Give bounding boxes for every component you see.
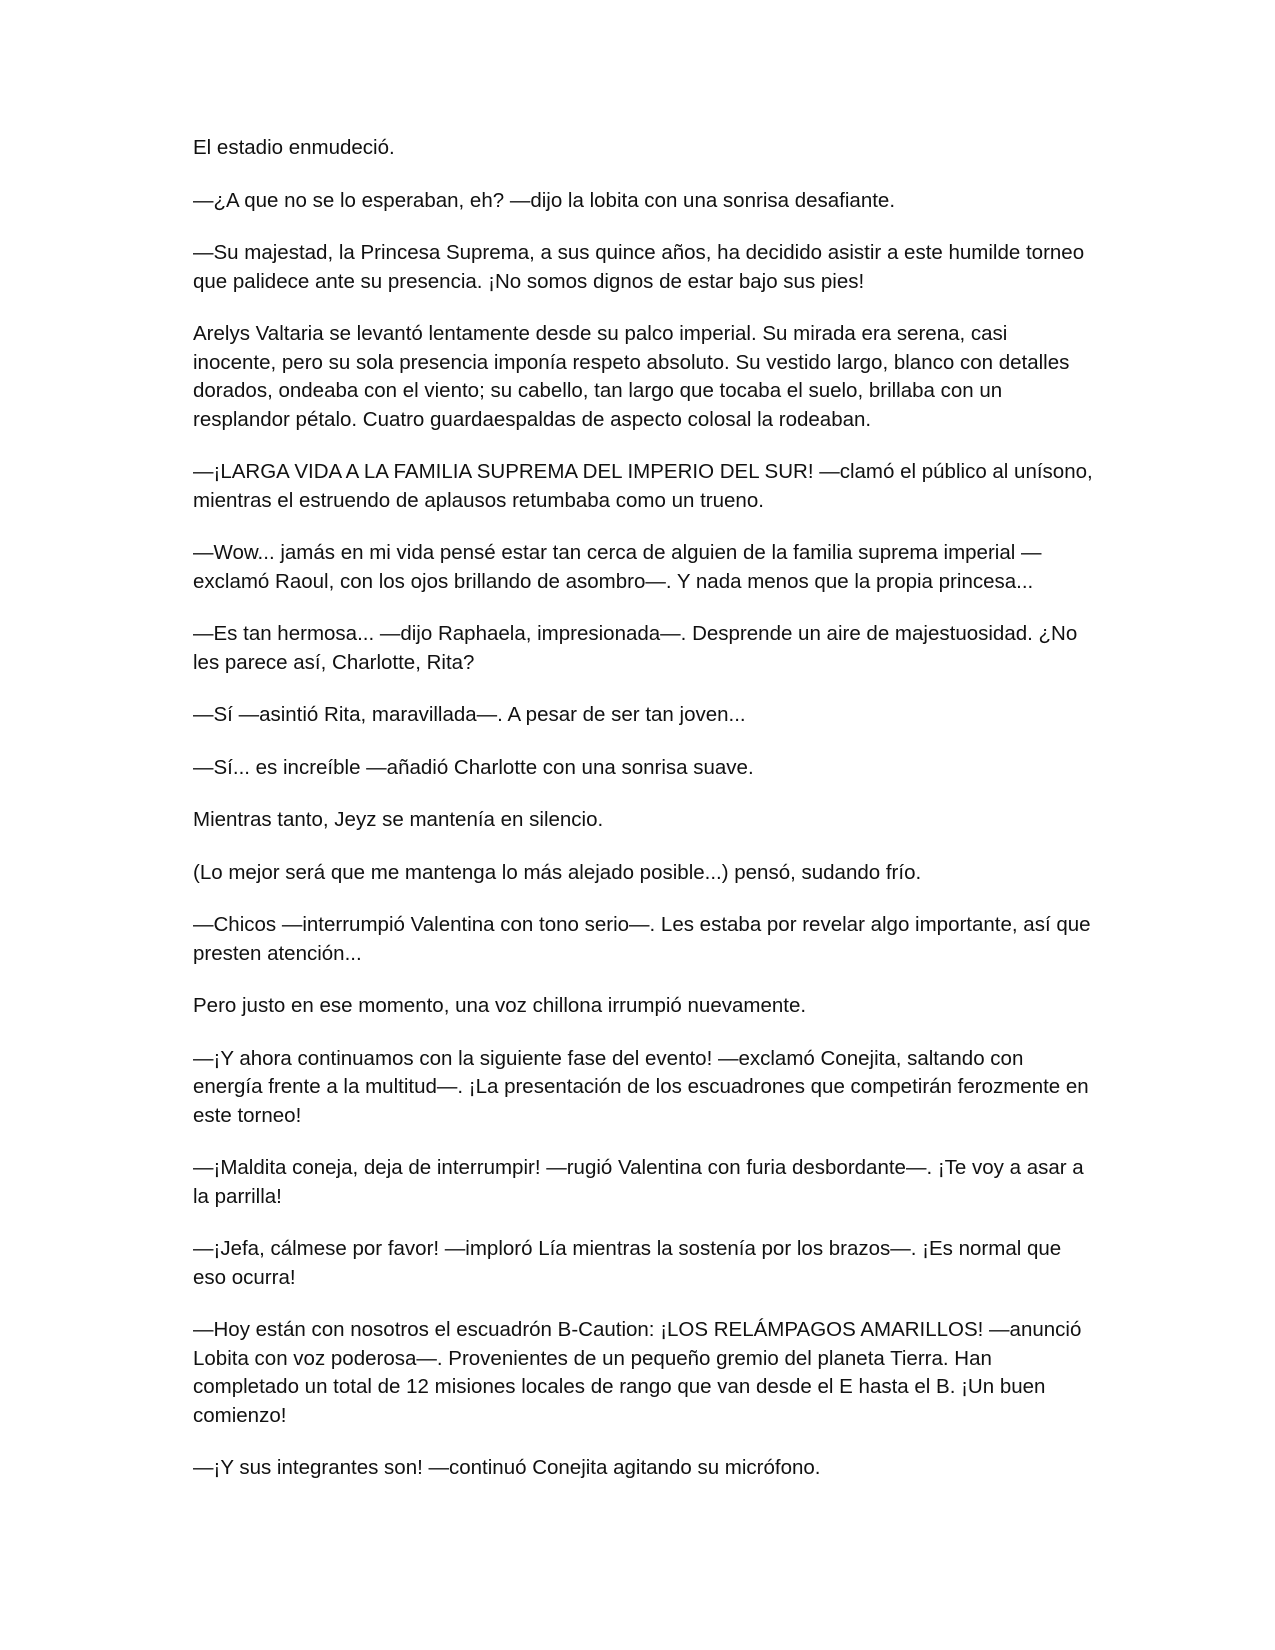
paragraph: —¿A que no se lo esperaban, eh? —dijo la lobita con una sonrisa desafiante. [193, 188, 896, 212]
paragraph: Pero justo en ese momento, una voz chillona irrumpió nuevamente. [193, 994, 807, 1017]
paragraph: —¡Y sus integrantes son! —continuó Conejita agitando su micrófono. [193, 1456, 821, 1479]
paragraph: Mientras tanto, Jeyz se mantenía en silencio. [193, 808, 604, 831]
paragraph: —¡Y ahora continuamos con la siguiente fase del evento! —exclamó Conejita, saltando con energía frente a la multitud—. ¡La presentación de los escuadrones que competirán ferozmente en este torneo! [193, 1046, 1089, 1127]
paragraph: —Sí —asintió Rita, maravillada—. A pesar de ser tan joven... [193, 703, 746, 726]
paragraph: Arelys Valtaria se levantó lentamente desde su palco imperial. Su mirada era serena, casi inocente, pero su sola presencia imponía respeto absoluto. Su vestido largo, blanco con detalles dorados, ondeaba con el viento; su cabello, tan largo que tocaba el suelo, brillaba con un resplandor pétalo. Cuatro guardaespaldas de aspecto colosal la rodeaban. [193, 322, 1070, 431]
paragraph: —Su majestad, la Princesa Suprema, a sus quince años, ha decidido asistir a este humilde torneo que palidece ante su presencia. ¡No somos dignos de estar bajo sus pies! [193, 241, 1085, 293]
paragraph: —¡LARGA VIDA A LA FAMILIA SUPREMA DEL IMPERIO DEL SUR! —clamó el público al unísono, mientras el estruendo de aplausos retumbaba como un trueno. [193, 460, 1093, 512]
document-page [193, 134, 1093, 1507]
paragraph: —Hoy están con nosotros el escuadrón B-Caution: ¡LOS RELÁMPAGOS AMARILLOS! —anunció Lobita con voz poderosa—. Provenientes de un pequeño gremio del planeta Tierra. Han completado un total de 12 misiones locales de rango que van desde el E hasta el B. ¡Un buen comienzo! [193, 1318, 1082, 1427]
paragraph: —Wow... jamás en mi vida pensé estar tan cerca de alguien de la familia suprema imperial —exclamó Raoul, con los ojos brillando de asombro—. Y nada menos que la propia princesa... [193, 541, 1042, 593]
paragraph: (Lo mejor será que me mantenga lo más alejado posible...) pensó, sudando frío. [193, 860, 922, 884]
paragraph: —Es tan hermosa... —dijo Raphaela, impresionada—. Desprende un aire de majestuosidad. ¿No les parece así, Charlotte, Rita? [193, 622, 1078, 674]
paragraph: —Sí... es increíble —añadió Charlotte con una sonrisa suave. [193, 755, 754, 779]
paragraph: —Chicos —interrumpió Valentina con tono serio—. Les estaba por revelar algo importante, así que presten atención... [193, 913, 1091, 965]
paragraph: —¡Jefa, cálmese por favor! —imploró Lía mientras la sostenía por los brazos—. ¡Es normal que eso ocurra! [193, 1237, 1062, 1289]
paragraph: El estadio enmudeció. [193, 136, 395, 159]
paragraph: —¡Maldita coneja, deja de interrumpir! —rugió Valentina con furia desbordante—. ¡Te voy a asar a la parrilla! [193, 1156, 1084, 1208]
